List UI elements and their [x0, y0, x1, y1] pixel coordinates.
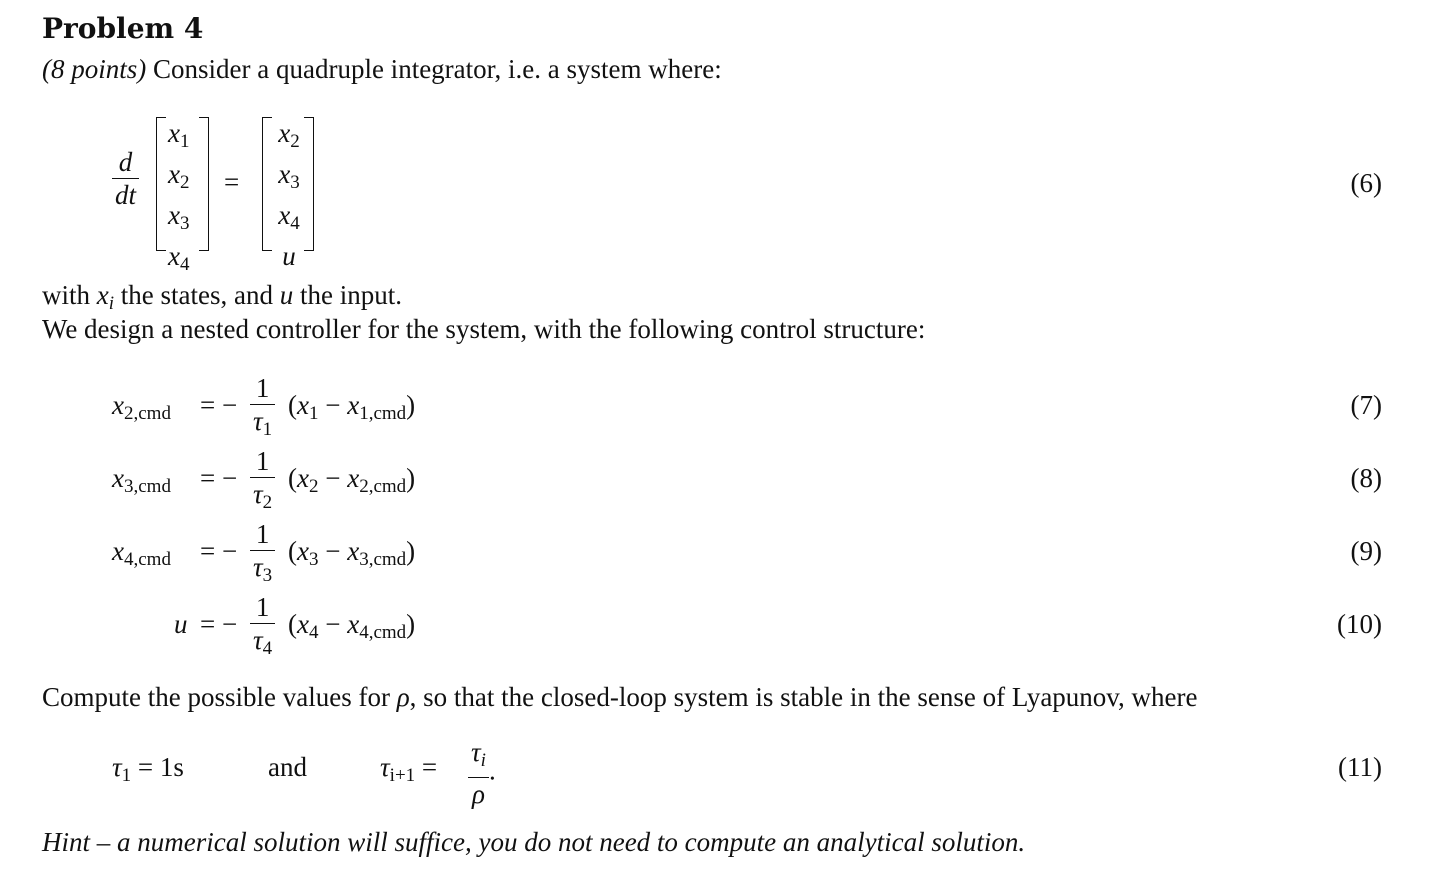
rhs-vector: $x_2$ $x_3$ $x_4$ u — [278, 118, 300, 271]
points-label: (8 points) — [42, 54, 147, 84]
eq-number-10: (10) — [1337, 609, 1382, 639]
ddt-num: d — [118, 147, 133, 177]
eq-number-9: (9) — [1350, 536, 1382, 566]
eq-number-7: (7) — [1350, 390, 1382, 420]
ddt-den: dt — [115, 180, 137, 211]
eq-number-8: (8) — [1350, 463, 1382, 493]
design-line: We design a nested controller for the system, with the following control structure: — [42, 314, 926, 344]
intro-line — [42, 54, 722, 85]
rhs-bracket-right — [304, 117, 314, 251]
problem-title: Problem 4 — [42, 12, 204, 45]
lhs-bracket-right — [199, 117, 209, 251]
rhs-bracket-left — [262, 117, 272, 251]
hint-text: Hint – a numerical solution will suffice, you do not need to compute an analytical solution. — [42, 827, 1026, 857]
lhs-bracket-left — [156, 117, 166, 251]
system-eq-equals: = — [224, 167, 240, 197]
intro-text: Consider a quadruple integrator, i.e. a system where: — [153, 54, 722, 84]
lhs-vector: $x_1$ $x_2$ $x_3$ $x_4$ — [168, 118, 190, 275]
system-eq-ddt — [112, 146, 139, 211]
compute-line: Compute the possible values for ρ, so that the closed-loop system is stable in the sense of Lyapunov, where — [42, 682, 1198, 712]
eq-number-6: (6) — [1350, 168, 1382, 198]
states-line: with xi the states, and u the input. — [42, 280, 402, 314]
eq-number-11: (11) — [1338, 752, 1382, 782]
